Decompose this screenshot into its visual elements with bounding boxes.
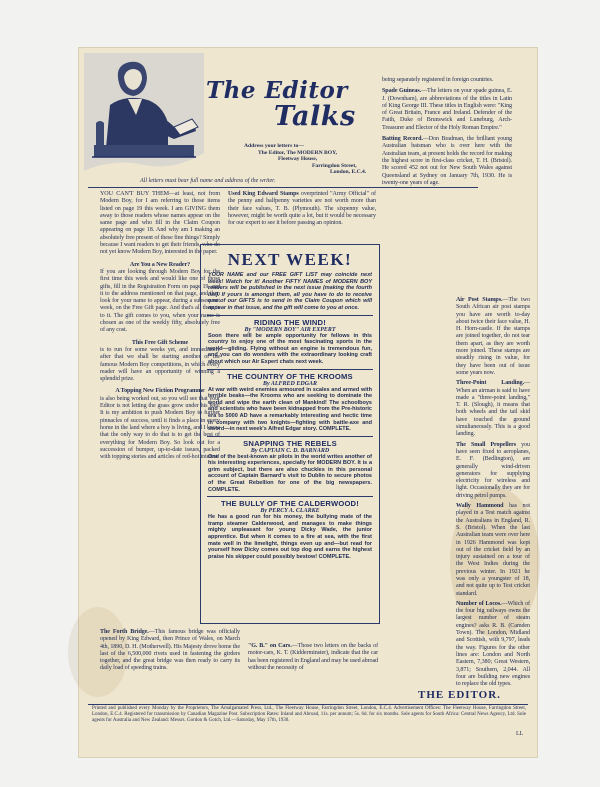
story-item — [201, 318, 379, 366]
paragraph: you have seen fixed to aeroplanes, E. F. (Bedlington), are generally wind-driven generators for supplying electricity for wireless and light. Occasionally they are for driving petrol pumps. — [456, 441, 530, 499]
paragraph: is also being worked out, so you will see that your Editor is not letting the grass grow under his feet! It is my ambition to push Modern Boy to further pinnacles of success, until it finds a place in every home in the land where a boy is living, and I know that the only way to do that is to get the best of everything for Modern Boy. So look out for a succession of bumper, up-to-date issues, packed with topping stories and articles of red-hot interest! — [100, 395, 220, 461]
title-talks: Talks — [274, 101, 356, 132]
paragraph: —The two South African air post stamps you have are worth to-day about twice their face value, H. H. Horn-castle. If the stamps are joined together, do not tear them apart, as they are worth more joined. These stamps are steadily rising in value, for they have been out of issue some years now. — [456, 297, 530, 376]
right-column-lower — [456, 297, 530, 688]
intro-paragraph: YOU CAN'T BUY THEM—at least, not from Modern Boy, for I am referring to those items listed on page 19 this week. I am GIVING them away to those readers whose names appear on the same page and who fill in the Claim Coupon appearing on page 18. And why am I making an absolutely free present of these fine things? Simply because I want readers to get their friends, who do not yet know Modern Boy, interested in the paper. — [100, 191, 220, 256]
paragraph: overprinted "Army Official" of the penny and halfpenny varieties are not worth more than their face values, T. B. (Plymouth). The sixpenny value, however, might be worth quite a lot, but it would be necessary for our expert to see it before passing an opinion. — [228, 191, 376, 227]
story-description: At war with weird enemies armoured in scales and armed with terrible beaks—the Krooms who are seeking to dominate the world and wipe the earth clean of Mankind! The schoolboys and scientists who have been kidnapped from the Pre-historic era to 5000 AD have a remarkably interesting and hectic time in company with two knights—fighting with battle-axe and sword—in next week's Alfred Edgar story. COMPLETE. — [208, 386, 372, 433]
imprint: Printed and published every Monday by the Proprietors, The Amalgamated Press, Ltd., The Fleetway House, Farringdon Street, London, E.C.4. Advertisement Offices: The Fleetway House, Farringdon Street, London, E.C.4. Registered for transmission by Canadian Magazine Post. Subscription Rates: Inland and Abroad, 11s. per annum; 5s. 6d. for six months. Sole agents for South Africa: Central News Agency, Ltd. Sole agents for Australia and New Zealand: Messrs. Gordon & Gotch, Ltd.—Saturday, May 17th, 1930. — [92, 706, 526, 723]
story-description: He has a good run for his money, the bullying mate of the tramp steamer Calderwood, and manages to make things mighty unpleasant for young Dicky Wade, the junior apprentice. But when it comes to a fire at sea, with the first mate well in the limelight, things even up and—but read for yourself how Dicky comes out top dog and earns the highest praise his skipper could possibly bestow! COMPLETE. — [208, 514, 372, 560]
paragraph: being separately registered in foreign countries. — [382, 77, 494, 83]
subheading: Three-Point Landing. — [456, 380, 524, 387]
paragraph: —Those two letters on the backs of motor-cars, K. T. (Kidderminster), indicate that the car has been registered in England and may be used abroad without the necessity of — [248, 643, 379, 671]
paragraph: —When an airman is said to have made a "three-point landing," T. R. (Slough), it means that both wheels and the tail skid have touched the ground simultaneously. This is a good landing. — [456, 380, 530, 438]
address-line: Farringdon Street, — [312, 162, 357, 169]
subheading: Wally Hammond — [456, 503, 504, 510]
story-item — [201, 372, 379, 433]
subheading: A Topping New Fiction Programme — [115, 388, 205, 395]
gb-cars-paragraph — [248, 643, 378, 672]
paragraph: If you are looking through Modern Boy for the first time this week and would like one of those gifts, fill in the Registration Form on page 19, and it to the address mentioned on that page, and then look for your name to appear, during a subsequent week, on the Free Gift page. And that's all there is to it. The gift comes to you, when your name is chosen as one of the weekly fifty, absolutely free of any cost. — [100, 268, 220, 334]
editor-signature: THE EDITOR. — [418, 689, 501, 701]
subheading: Used King Edward Stamps — [228, 191, 299, 197]
title-the-editor: The Editor — [206, 77, 348, 104]
subheading: This Free Gift Scheme — [131, 339, 189, 346]
address-line: Fleetway House, — [278, 156, 318, 163]
story-author: By ALFRED EDGAR — [262, 380, 318, 387]
story-description: Soon there will be ample opportunity for fellows in this country to enjoy one of the most fascinating sports in the world—gliding. Flying without an engine is tremendous fun, and you can do wonders with the extraordinary looking craft about which our Air Expert chats next week. — [208, 332, 372, 365]
subheading: "G. B." on Cars. — [248, 643, 292, 649]
subheading: Spade Guineas. — [382, 88, 422, 95]
editor-portrait-illustration — [84, 53, 204, 173]
paragraph: has not played in a Test match against the Australians in England, R. S. (Bristol). When the last Australian team were over here in 1926 Hammond was kept out of the cricket field by an injury sustained on a tour of the West Indies during the previous winter. In 1921 he was only a youngster of 18, and not quite up to Test cricket standard. — [456, 503, 530, 597]
address-block — [228, 143, 384, 176]
story-item — [201, 439, 379, 494]
address-line: Address your letters to— — [244, 143, 304, 149]
forth-bridge-paragraph — [100, 629, 240, 673]
paragraph: is to run for some weeks yet, and immediately after that we shall be starting another of the famous Modern Boy competitions, in which every reader will have an opportunity of winning a splendid prize. — [100, 346, 220, 383]
paragraph: —Don Bradman, the brilliant young Australian batsman who is over here with the Australian team, at present holds the record for making the highest score in first-class cricket, T. H. (Bristol). He scored 452 not out for New South Wales against Queensland at Sydney on January 7th, 1930. He is twenty-one years of age. — [382, 136, 512, 186]
story-title: THE COUNTRY OF THE KROOMS — [227, 371, 353, 381]
story-author: By CAPTAIN C. D. BARNARD — [250, 447, 330, 454]
next-week-intro: YOUR NAME and our FREE GIFT LIST may coincide next week! Watch for it! Another FIFTY NAMES of MODERN BOY readers will be published in the next issue (making the fourth list). If yours is amongst them, all you have to do to receive one of our GIFTS is to send in the Claim Coupon which will appear in that issue, and the gift will come to you at once. — [208, 272, 372, 311]
story-item — [201, 499, 379, 560]
story-description: One of the best-known air pilots in the world writes another of his interesting experiences, specially for MODERN BOY. It is a grim subject, but there are also chuckles in this personal account of Captain Barnard's visit to Dublin to secure photos of the Great Rebellion for one of the big newspapers. COMPLETE. — [208, 453, 372, 493]
right-column — [382, 77, 512, 187]
next-week-box — [200, 244, 380, 624]
subheading: Batting Record. — [382, 136, 423, 143]
address-line: London, E.C.4. — [330, 169, 367, 176]
next-week-heading: NEXT WEEK! — [227, 250, 353, 269]
address-line: The Editor, The MODERN BOY, — [258, 149, 338, 156]
subheading: Are You a New Reader? — [129, 261, 191, 268]
story-author: By "MODERN BOY" AIR EXPERT — [244, 326, 336, 333]
story-title: RIDING THE WIND! — [254, 317, 326, 327]
paragraph: —This famous bridge was officially opened by King Edward, then Prince of Wales, on March 4th, 1890, D. H. (Motherwell). His Majesty drove home the last of the 6,500,000 rivets used in fastening the girders together, and the great bridge was then ready to carry its daily load of speeding trains. — [100, 629, 240, 672]
story-title: SNAPPING THE REBELS — [243, 438, 337, 448]
story-title: THE BULLY OF THE CALDERWOOD! — [221, 499, 359, 509]
letters-notice: All letters must bear full name and address of the writer. — [140, 178, 276, 184]
subheading: The Forth Bridge. — [100, 629, 149, 635]
magazine-page — [78, 47, 538, 758]
page-number: LL — [516, 731, 524, 737]
paragraph: —The letters on your spade guinea, E. J. (Downham), are abbreviations of the titles in Latin of King George III. These titles in English were: "King of Great Britain, France and Ireland. Defender of the Faith, Duke of Brunswick and Luneburg, Arch-Treasurer and Elector of the Holy Roman Empire." — [382, 88, 512, 131]
subheading: Air Post Stamps. — [456, 297, 503, 303]
subheading: Number of Locos. — [456, 600, 502, 607]
middle-column-top — [228, 191, 376, 227]
story-author: By PERCY A. CLARKE — [260, 508, 320, 515]
paragraph: —Which of the four big railways owns the largest number of steam engines? asks R. B. (Camden Town). The London, Midland and Scottish, with 9,797, leads the way. Figures for the other lines are: London and North Eastern, 7,380; Great Western, 3,871; Southern, 2,044. All four are building new engines to replace the old types. — [456, 600, 530, 688]
subheading: The Small Propellers — [456, 441, 517, 448]
